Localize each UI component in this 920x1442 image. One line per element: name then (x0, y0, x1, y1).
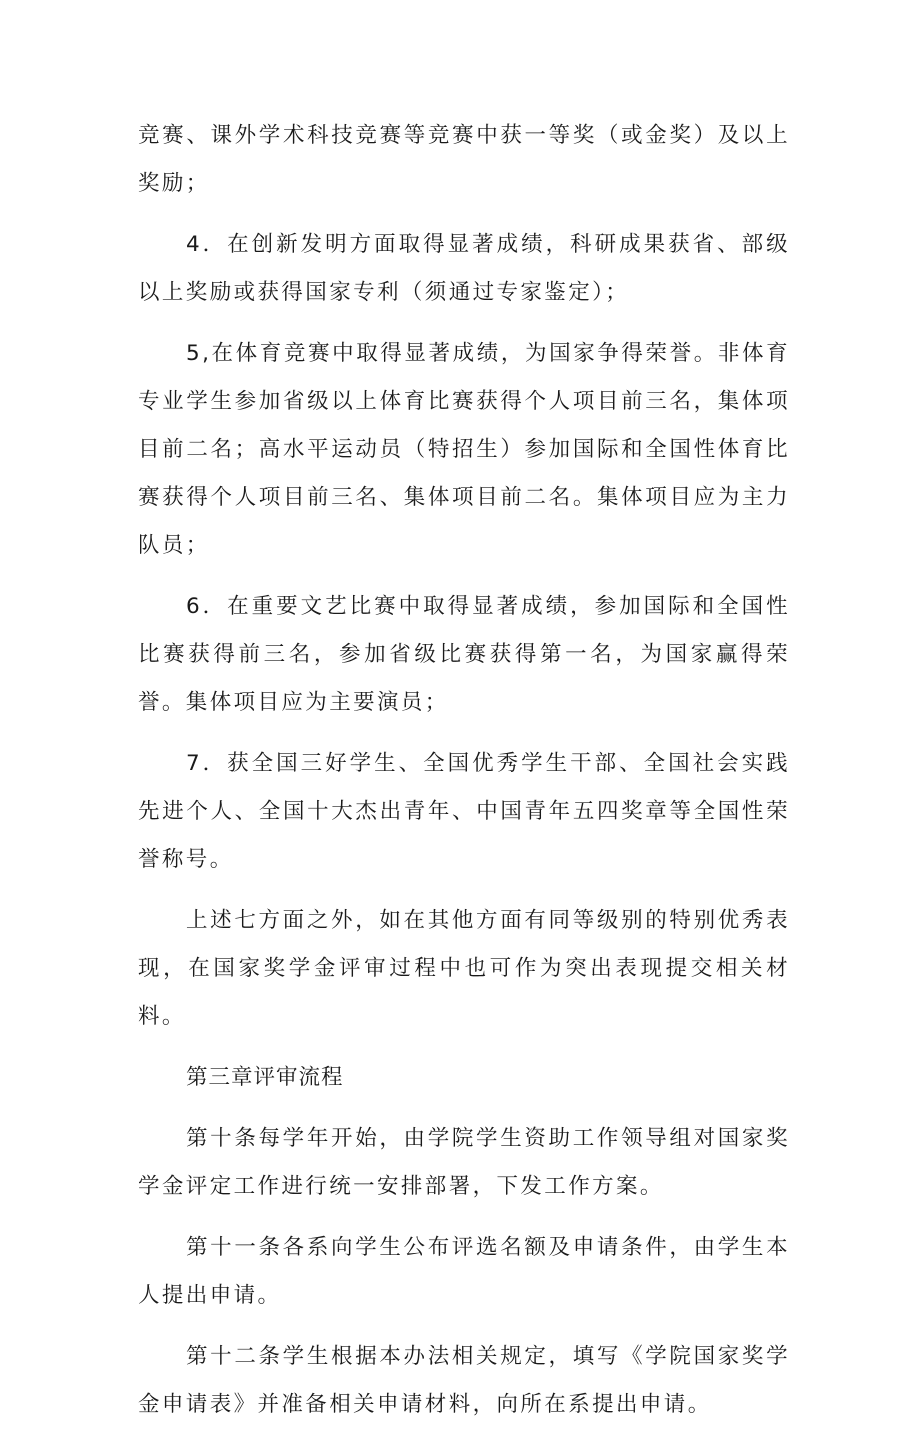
paragraph-item-4: 4．在创新发明方面取得显著成绩，科研成果获省、部级以上奖励或获得国家专利（须通过专家鉴定）； (138, 232, 790, 305)
paragraph-article-12: 第十二条学生根据本办法相关规定，填写《学院国家奖学金申请表》并准备相关申请材料，向所在系提出申请。 (138, 1344, 790, 1417)
paragraph-item-6: 6．在重要文艺比赛中取得显著成绩，参加国际和全国性比赛获得前三名，参加省级比赛获得第一名，为国家赢得荣誉。集体项目应为主要演员； (138, 594, 790, 715)
paragraph-article-10: 第十条每学年开始，由学院学生资助工作领导组对国家奖学金评定工作进行统一安排部署，下发工作方案。 (138, 1126, 790, 1199)
paragraph-item-5: 5,在体育竞赛中取得显著成绩，为国家争得荣誉。非体育专业学生参加省级以上体育比赛获得个人项目前三名，集体项目前二名；高水平运动员（特招生）参加国际和全国性体育比赛获得个人项目前三名、集体项目前二名。集体项目应为主力队员； (138, 341, 790, 558)
paragraph-item-7: 7．获全国三好学生、全国优秀学生干部、全国社会实践先进个人、全国十大杰出青年、中国青年五四奖章等全国性荣誉称号。 (138, 751, 790, 872)
paragraph-article-11: 第十一条各系向学生公布评选名额及申请条件，由学生本人提出申请。 (138, 1235, 790, 1308)
document-page (138, 112, 790, 1442)
paragraph-continuation: 竞赛、课外学术科技竞赛等竞赛中获一等奖（或金奖）及以上奖励； (138, 123, 790, 196)
chapter-heading: 第三章评审流程 (186, 1065, 344, 1090)
paragraph-summary: 上述七方面之外，如在其他方面有同等级别的特别优秀表现，在国家奖学金评审过程中也可作为突出表现提交相关材料。 (138, 908, 790, 1029)
